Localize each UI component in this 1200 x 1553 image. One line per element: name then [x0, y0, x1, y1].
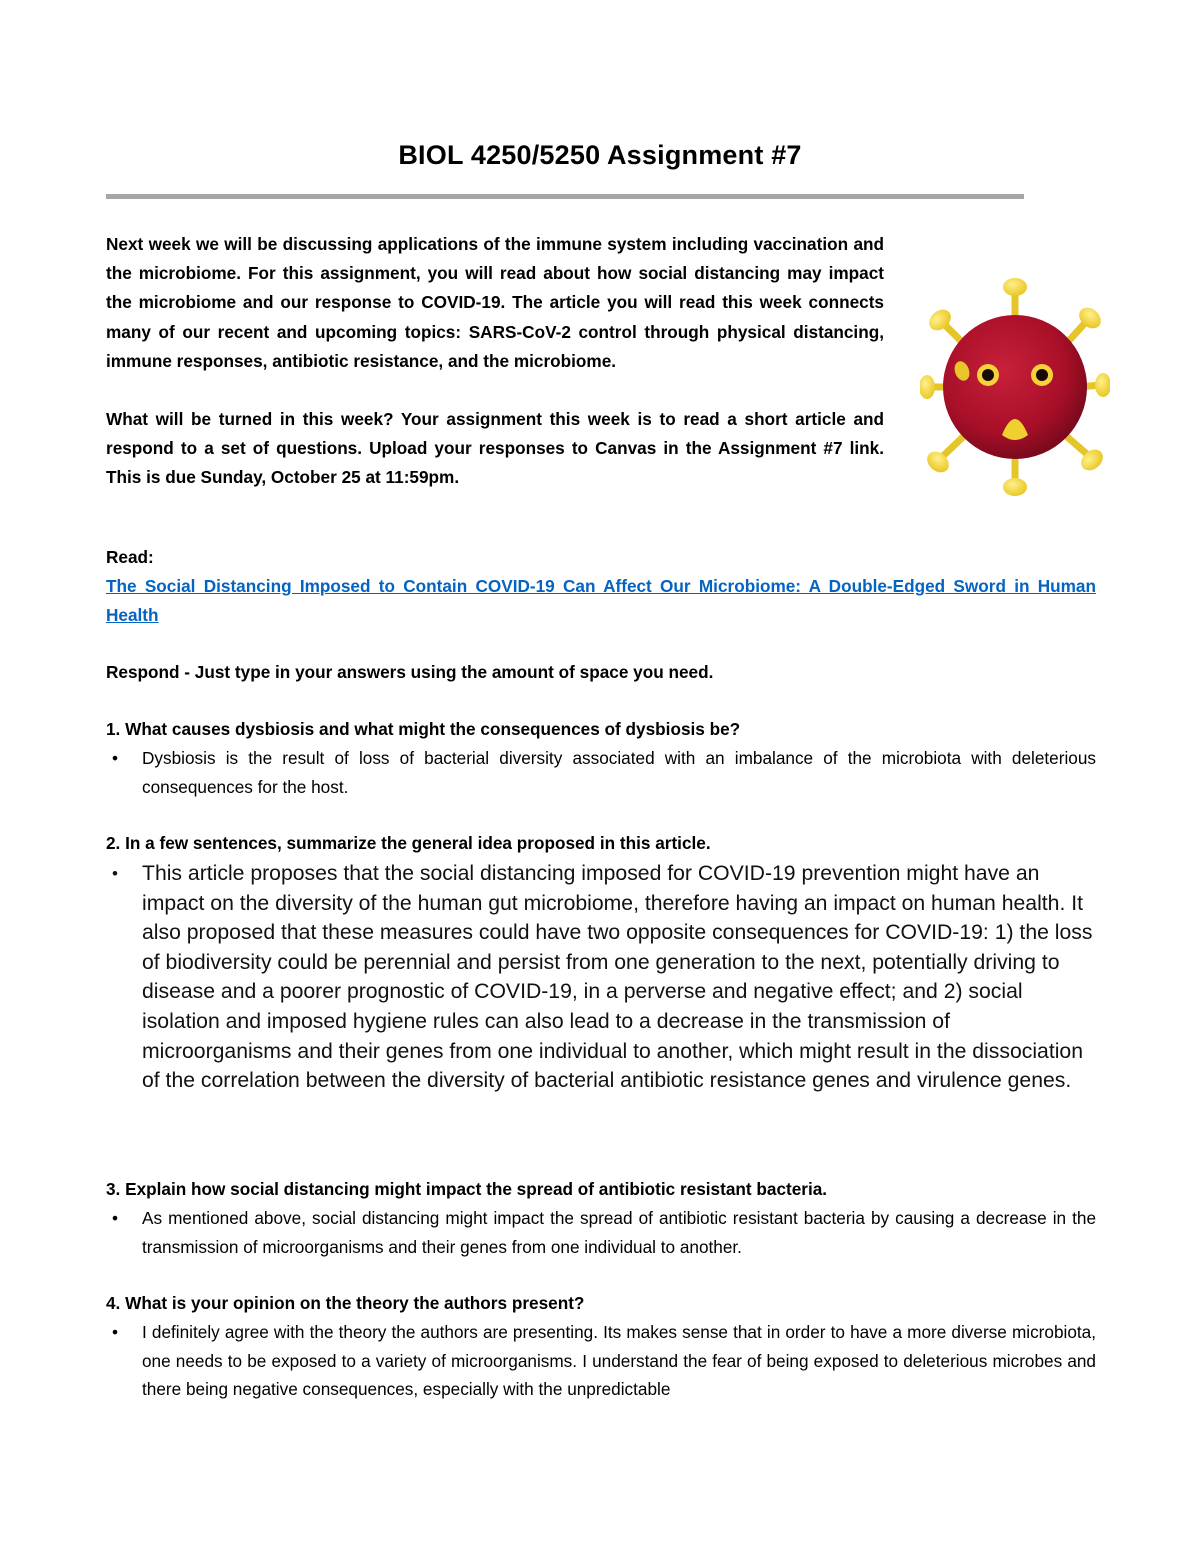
answer-1-text: Dysbiosis is the result of loss of bacterial diversity associated with an imbalance of the microbiota with deleterious consequences for the host.: [142, 748, 1096, 797]
coronavirus-plush-icon: [920, 275, 1110, 500]
answer-2-text: This article proposes that the social distancing imposed for COVID-19 prevention might have an impact on the diversity of the human gut microbiome, therefore having an impact on human health. It also proposed that these measures could have two opposite consequences for COVID-19: 1) the loss of biodiversity could be perennial and persist from one generation to the next, potentially driving to disease and a poorer prognostic of COVID-19, in a perverse and negative effect; and 2) social isolation and imposed hygiene rules can also lead to a decrease in the transmission of microorganisms and their genes from one individual to another, which might result in the dissociation of the correlation between the diversity of bacterial antibiotic resistance genes and virulence genes.: [142, 862, 1093, 1093]
question-1: [106, 715, 1096, 801]
question-2: [106, 829, 1096, 1096]
respond-section: [106, 658, 1096, 687]
page-title: BIOL 4250/5250 Assignment #7: [398, 140, 802, 170]
title-divider: [106, 194, 1024, 199]
respond-label: Respond - Just type in your answers using the amount of space you need.: [106, 662, 714, 682]
question-1-text: 1. What causes dysbiosis and what might the consequences of dysbiosis be?: [106, 719, 741, 739]
answer-3-text: As mentioned above, social distancing might impact the spread of antibiotic resistant bacteria by causing a decrease in the transmission of microorganisms and their genes from one individual to another.: [142, 1208, 1096, 1257]
intro-paragraph-2: What will be turned in this week? Your assignment this week is to read a short article and respond to a set of questions. Upload your responses to Canvas in the Assignment #7 link. This is due Sunday, October 25 at 11:59pm.: [106, 409, 884, 488]
answer-3: [106, 1204, 1096, 1261]
question-4-text: 4. What is your opinion on the theory the authors present?: [106, 1293, 585, 1313]
read-label: Read:: [106, 547, 154, 567]
answer-2: [106, 859, 1096, 1096]
bullet-icon: •: [112, 1322, 119, 1342]
bullet-icon: •: [112, 1208, 119, 1228]
question-3-text: 3. Explain how social distancing might impact the spread of antibiotic resistant bacteria.: [106, 1179, 828, 1199]
intro-paragraph-1: Next week we will be discussing applications of the immune system including vaccination and the microbiome. For this assignment, you will read about how social distancing may impact the microbiome and our response to COVID-19. The article you will read this week connects many of our recent and upcoming topics: SARS-CoV-2 control through physical distancing, immune responses, antibiotic resistance, and the microbiome.: [106, 234, 884, 371]
question-2-text: 2. In a few sentences, summarize the general idea proposed in this article.: [106, 833, 711, 853]
bullet-icon: •: [112, 748, 119, 768]
intro-section: [106, 230, 884, 493]
read-section: [106, 543, 1096, 630]
question-3: [106, 1175, 1096, 1261]
question-4: [106, 1289, 1096, 1404]
answer-4: [106, 1318, 1096, 1404]
bullet-icon: •: [112, 864, 118, 883]
article-link[interactable]: The Social Distancing Imposed to Contain COVID-19 Can Affect Our Microbiome: A Double-Edged Sword in Human Health: [106, 576, 1096, 625]
answer-4-text: I definitely agree with the theory the authors are presenting. Its makes sense that in order to have a more diverse microbiota, one needs to be exposed to a variety of microorganisms. I understand the fear of being exposed to deleterious microbes and there being negative consequences, especially with the unpredictable: [142, 1322, 1096, 1400]
answer-1: [106, 744, 1096, 801]
